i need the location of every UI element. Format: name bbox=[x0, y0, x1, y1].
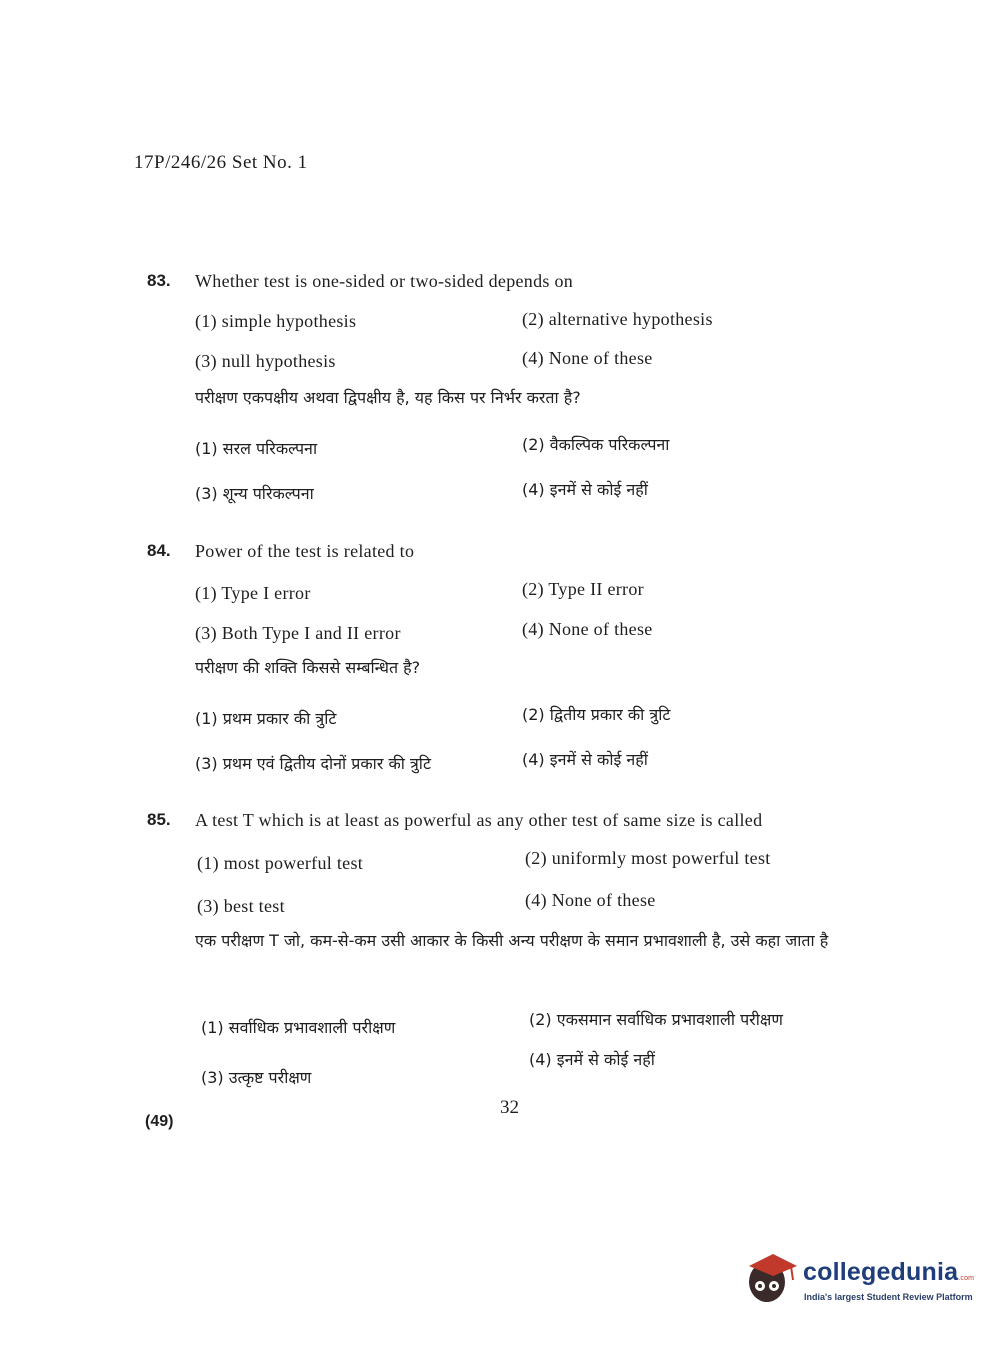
hindi-option-1: (1) प्रथम प्रकार की त्रुटि bbox=[195, 709, 337, 728]
hindi-option-3: (3) शून्य परिकल्पना bbox=[195, 484, 314, 503]
option-4: (4) None of these bbox=[525, 890, 656, 910]
option-2: (2) uniformly most powerful test bbox=[525, 848, 771, 868]
option-3: (3) Both Type I and II error bbox=[195, 623, 401, 643]
option-1: (1) Type I error bbox=[195, 583, 311, 603]
hindi-question-text: परीक्षण एकपक्षीय अथवा द्विपक्षीय है, यह किस पर निर्भर करता है? bbox=[195, 388, 581, 407]
option-4: (4) None of these bbox=[522, 348, 653, 368]
logo-wordmark bbox=[803, 1258, 974, 1287]
option-2: (2) alternative hypothesis bbox=[522, 309, 713, 329]
logo-domain: .com bbox=[958, 1275, 975, 1282]
booklet-code: (49) bbox=[145, 1113, 174, 1130]
option-3: (3) best test bbox=[197, 896, 285, 916]
hindi-option-1: (1) सर्वाधिक प्रभावशाली परीक्षण bbox=[201, 1018, 396, 1037]
option-1: (1) most powerful test bbox=[197, 853, 364, 873]
option-1: (1) simple hypothesis bbox=[195, 311, 357, 331]
hindi-question-text: एक परीक्षण T जो, कम-से-कम उसी आकार के किसी अन्य परीक्षण के समान प्रभावशाली है, उसे कहा जाता है bbox=[195, 931, 829, 950]
question-text: A test T which is at least as powerful as any other test of same size is called bbox=[195, 810, 763, 830]
question-number: 83. bbox=[147, 271, 171, 290]
hindi-option-2: (2) द्वितीय प्रकार की त्रुटि bbox=[522, 705, 671, 724]
question-text: Whether test is one-sided or two-sided depends on bbox=[195, 271, 574, 291]
option-3: (3) null hypothesis bbox=[195, 351, 336, 371]
page-number: 32 bbox=[500, 1097, 519, 1118]
collegedunia-logo bbox=[745, 1252, 975, 1316]
hindi-option-4: (4) इनमें से कोई नहीं bbox=[529, 1050, 655, 1069]
hindi-option-4: (4) इनमें से कोई नहीं bbox=[522, 750, 648, 769]
option-2: (2) Type II error bbox=[522, 579, 644, 599]
hindi-option-3: (3) उत्कृष्ट परीक्षण bbox=[201, 1068, 312, 1087]
paper-code: 17P/246/26 Set No. 1 bbox=[134, 152, 308, 173]
hindi-option-1: (1) सरल परिकल्पना bbox=[195, 439, 318, 458]
hindi-option-2: (2) एकसमान सर्वाधिक प्रभावशाली परीक्षण bbox=[529, 1010, 783, 1029]
question-number: 84. bbox=[147, 541, 171, 560]
logo-tagline: India's largest Student Review Platform bbox=[804, 1292, 973, 1302]
hindi-option-2: (2) वैकल्पिक परिकल्पना bbox=[522, 435, 670, 454]
hindi-option-4: (4) इनमें से कोई नहीं bbox=[522, 480, 648, 499]
question-text: Power of the test is related to bbox=[195, 541, 415, 561]
hindi-question-text: परीक्षण की शक्ति किससे सम्बन्धित है? bbox=[195, 658, 421, 677]
mascot-icon bbox=[745, 1252, 801, 1316]
hindi-option-3: (3) प्रथम एवं द्वितीय दोनों प्रकार की त्रुटि bbox=[195, 754, 432, 773]
logo-name: collegedunia bbox=[803, 1258, 959, 1286]
option-4: (4) None of these bbox=[522, 619, 653, 639]
question-number: 85. bbox=[147, 810, 171, 829]
